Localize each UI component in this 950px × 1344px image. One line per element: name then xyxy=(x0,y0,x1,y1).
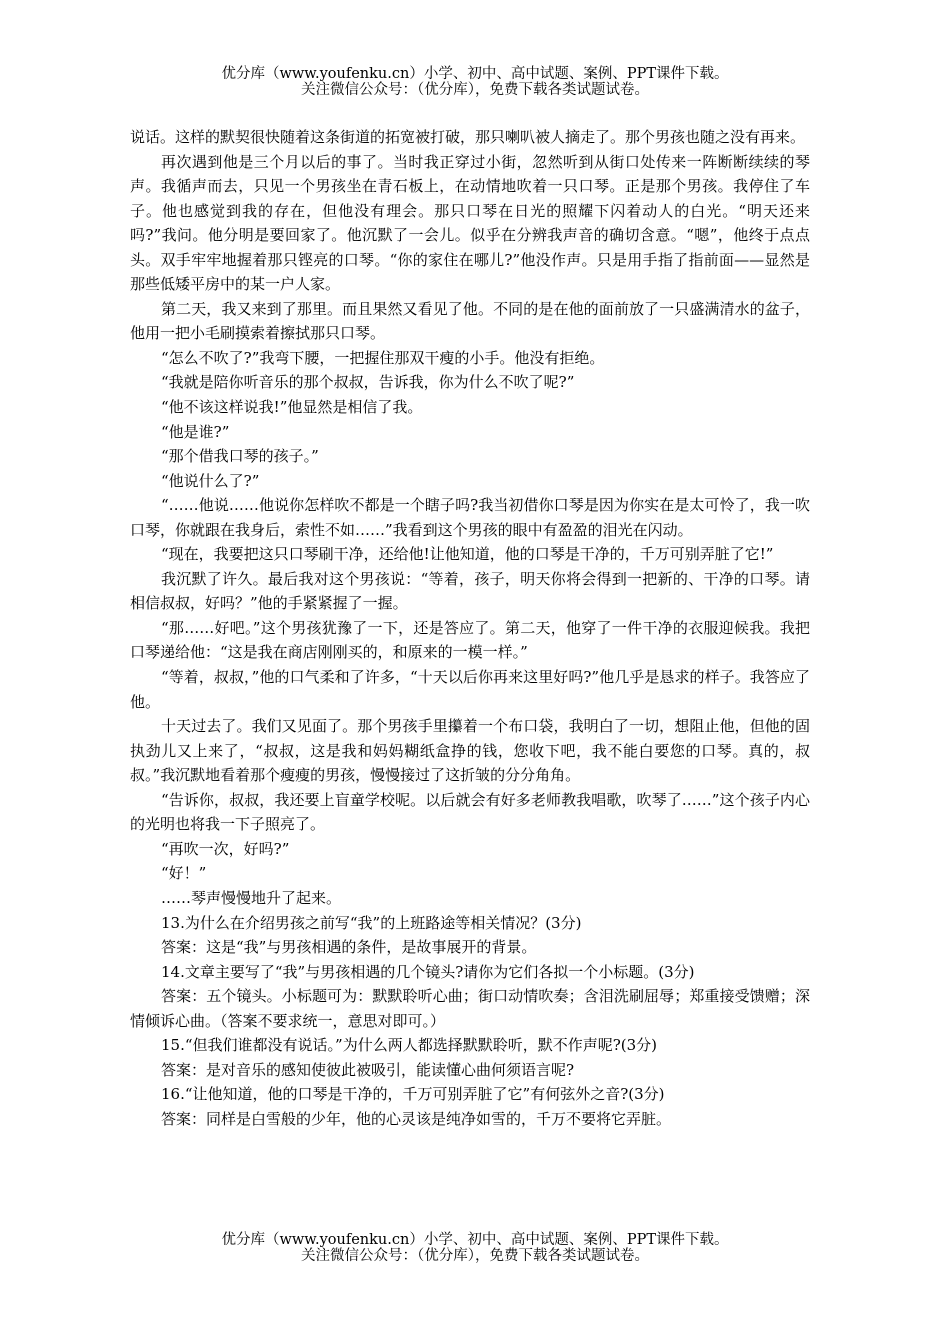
paragraph: 第二天，我又来到了那里。而且果然又看见了他。不同的是在他的面前放了一只盛满清水的盆子，他用一把小毛刷摸索着擦拭那只口琴。 xyxy=(130,299,810,343)
paragraph: “等着，叔叔，”他的口气柔和了许多，“十天以后你再来这里好吗?”他几乎是恳求的样子。我答应了他。 xyxy=(130,668,810,711)
paragraph: 答案：五个镜头。小标题可为：默默聆听心曲；街口动情吹奏；含泪洗刷屈辱；郑重接受馈赠；深情倾诉心曲。（答案不要求统一，意思对即可。） xyxy=(130,987,810,1030)
paragraph: 答案：这是“我”与男孩相遇的条件，是故事展开的背景。 xyxy=(161,938,537,957)
paragraph: 答案：同样是白雪般的少年，他的心灵该是纯净如雪的，千万不要将它弄脏。 xyxy=(161,1109,672,1128)
paragraph: 再次遇到他是三个月以后的事了。当时我正穿过小街，忽然听到从街口处传来一阵断断续续的琴声。我循声而去，只见一个男孩坐在青石板上，在动情地吹着一只口琴。正是那个男孩。我停住了车子。他也感觉到我的存在，但他没有理会。那只口琴在日光的照耀下闪着动人的白光。“明天还来吗?”我问。他分明是要回家了。他沉默了一会儿。似乎在分辨我声音的确切含意。“嗯”，他终于点点头。双手牢牢地握着那只铿亮的口琴。“你的家住在哪儿?”他没作声。只是用手指了指前面——显然是那些低矮平房中的某一户人家。 xyxy=(130,152,810,294)
footer-line-2: 关注微信公众号：（优分库），免费下载各类试题试卷。 xyxy=(301,1248,649,1264)
paragraph: 我沉默了许久。最后我对这个男孩说：“等着，孩子，明天你将会得到一把新的、干净的口琴。请相信叔叔，好吗？”他的手紧紧握了一握。 xyxy=(130,569,810,613)
paragraph: 十天过去了。我们又见面了。那个男孩手里攥着一个布口袋，我明白了一切，想阻止他，但他的固执劲儿又上来了，“叔叔，这是我和妈妈糊纸盒挣的钱，您收下吧，我不能白要您的口琴。真的，叔叔。”我沉默地看着那个瘦瘦的男孩，慢慢接过了这折皱的分分角角。 xyxy=(130,717,810,785)
paragraph: 13.为什么在介绍男孩之前写“我”的上班路途等相关情况？(3分) xyxy=(161,913,582,932)
footer-line-1: 优分库（www.youfenku.cn）小学、初中、高中试题、案例、PPT课件下载。 xyxy=(221,1232,729,1248)
paragraph: “告诉你，叔叔，我还要上盲童学校呢。以后就会有好多老师教我唱歌，吹琴了……”这个孩子内心的光明也将我一下子照亮了。 xyxy=(130,790,810,834)
paragraph: “那……好吧。”这个男孩犹豫了一下，还是答应了。第二天，他穿了一件干净的衣服迎候我。我把口琴递给他：“这是我在商店刚刚买的，和原来的一模一样。” xyxy=(130,618,810,662)
paragraph: “再吹一次，好吗?” xyxy=(161,839,290,858)
paragraph: “他是谁?” xyxy=(161,422,230,441)
paragraph: “怎么不吹了?”我弯下腰，一把握住那双干瘦的小手。他没有拒绝。 xyxy=(161,348,605,367)
paragraph: “那个借我口琴的孩子。” xyxy=(161,447,319,466)
paragraph: “现在，我要把这只口琴刷干净，还给他!让他知道，他的口琴是干净的，千万可别弄脏了它!” xyxy=(161,545,774,564)
paragraph: 答案：是对音乐的感知使彼此被吸引，能读懂心曲何须语言呢? xyxy=(161,1060,575,1079)
page-footer xyxy=(0,1232,950,1264)
paragraph: “好！” xyxy=(161,864,207,883)
paragraph: “……他说……他说你怎样吹不都是一个瞎子吗?我当初借你口琴是因为你实在是太可怜了，我一吹口琴，你就跟在我身后，索性不如……”我看到这个男孩的眼中有盈盈的泪光在闪动。 xyxy=(130,496,810,539)
paragraph: 16.“让他知道，他的口琴是干净的，千万可别弄脏了它”有何弦外之音?(3分) xyxy=(161,1085,665,1104)
header-line-1: 优分库（www.youfenku.cn）小学、初中、高中试题、案例、PPT课件下载。 xyxy=(221,66,729,82)
paragraph: 14.文章主要写了“我”与男孩相遇的几个镜头?请你为它们各拟一个小标题。(3分) xyxy=(161,962,695,981)
paragraph: “我就是陪你听音乐的那个叔叔，告诉我，你为什么不吹了呢?” xyxy=(161,373,575,392)
paragraph: “他说什么了?” xyxy=(161,471,260,490)
document-body xyxy=(130,125,810,1131)
paragraph: “他不该这样说我!”他显然是相信了我。 xyxy=(161,398,423,417)
paragraph: 15.“但我们谁都没有说话。”为什么两人都选择默默聆听，默不作声呢?(3分) xyxy=(161,1036,657,1055)
paragraph: 说话。这样的默契很快随着这条街道的拓宽被打破，那只喇叭被人摘走了。那个男孩也随之没有再来。 xyxy=(130,128,806,146)
header-line-2: 关注微信公众号：（优分库），免费下载各类试题试卷。 xyxy=(301,82,649,98)
paragraph: ……琴声慢慢地升了起来。 xyxy=(161,888,342,907)
page-header xyxy=(0,66,950,98)
